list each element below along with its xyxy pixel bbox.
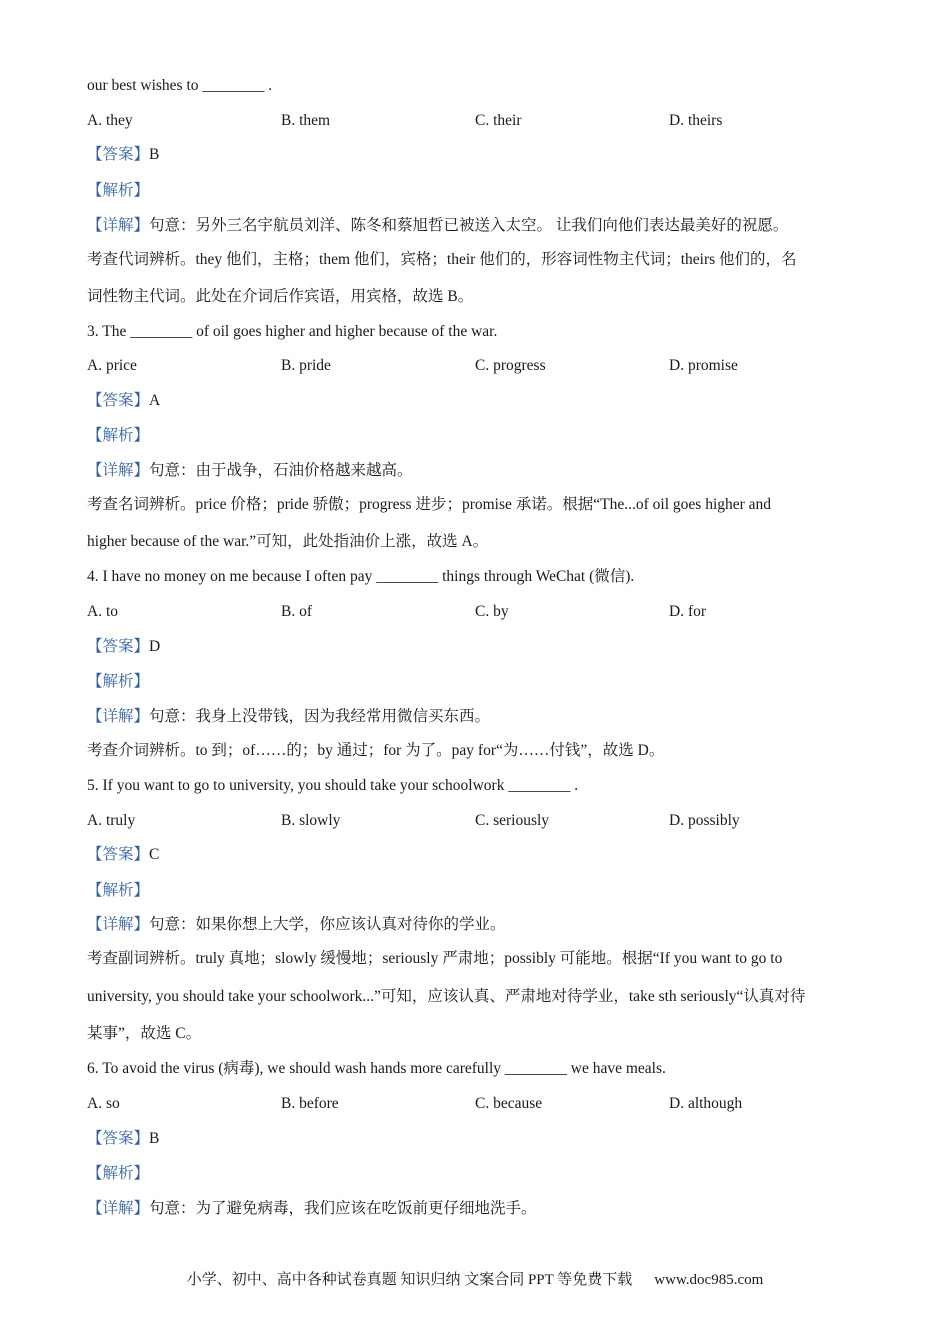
detail-tag: 【详解】 (87, 708, 150, 725)
q3-detail-line-1 (87, 461, 413, 481)
analysis-tag: 【解析】 (87, 427, 150, 444)
answer-tag: 【答案】 (87, 638, 150, 655)
q3-detail-line-3: higher because of the war.”可知，此处指油价上涨，故选 A。 (87, 533, 489, 550)
q4-detail-line-1 (87, 707, 490, 727)
q2-detail-text-1: 句意：另外三名宇航员刘洋、陈冬和蔡旭哲已被送入太空。 让我们向他们表达最美好的祝愿。 (149, 217, 789, 234)
q3-analysis-tag (87, 426, 149, 446)
q4-stem: 4. I have no money on me because I often pay ________ things through WeChat (微信). (87, 568, 635, 585)
q2-detail-line-3: 词性物主代词。此处在介词后作宾语，用宾格，故选 B。 (87, 288, 474, 305)
answer-tag: 【答案】 (87, 392, 150, 409)
q4-options (87, 602, 877, 622)
detail-tag: 【详解】 (87, 916, 150, 933)
q3-answer-value: A (149, 392, 161, 409)
q4-option-a: A. to (87, 603, 118, 620)
answer-tag: 【答案】 (87, 1130, 150, 1147)
q6-option-b: B. before (281, 1095, 339, 1112)
q4-answer (87, 637, 160, 657)
answer-tag: 【答案】 (87, 846, 150, 863)
q5-analysis-tag (87, 881, 149, 901)
q6-detail-text-1: 句意：为了避免病毒，我们应该在吃饭前更仔细地洗手。 (149, 1200, 537, 1217)
q4-answer-value: D (149, 638, 161, 655)
q4-option-c: C. by (475, 603, 509, 620)
q2-option-d: D. theirs (669, 112, 723, 129)
q5-detail-line-4: 某事”，故选 C。 (87, 1025, 202, 1042)
q5-detail-text-1: 句意：如果你想上大学，你应该认真对待你的学业。 (149, 916, 506, 933)
q3-option-d: D. promise (669, 357, 738, 374)
detail-tag: 【详解】 (87, 217, 150, 234)
q6-answer (87, 1129, 159, 1149)
q2-options (87, 111, 877, 131)
q3-option-c: C. progress (475, 357, 546, 374)
q5-answer-value: C (149, 846, 160, 863)
answer-tag: 【答案】 (87, 146, 150, 163)
page-footer (0, 1270, 950, 1290)
q3-detail-line-2: 考查名词辨析。price 价格；pride 骄傲；progress 进步；promise 承诺。根据“The...of oil goes higher and (87, 496, 772, 513)
q3-answer (87, 391, 160, 411)
q6-answer-value: B (149, 1130, 160, 1147)
q5-detail-line-2: 考查副词辨析。truly 真地；slowly 缓慢地；seriously 严肃地；possibly 可能地。根据“If you want to go to (87, 950, 783, 967)
q4-option-d: D. for (669, 603, 707, 620)
q5-detail-line-3: university, you should take your schoolwork...”可知，应该认真、严肃地对待学业，take sth seriously“认真对待 (87, 988, 806, 1005)
footer-url: www.doc985.com (654, 1272, 764, 1288)
q6-analysis-tag (87, 1164, 149, 1184)
detail-tag: 【详解】 (87, 462, 150, 479)
q4-analysis-tag (87, 672, 149, 692)
q3-stem: 3. The ________ of oil goes higher and higher because of the war. (87, 323, 498, 340)
q5-stem: 5. If you want to go to university, you should take your schoolwork ________ . (87, 777, 579, 794)
q3-detail-text-1: 句意：由于战争，石油价格越来越高。 (149, 462, 413, 479)
q3-option-b: B. pride (281, 357, 331, 374)
q5-option-c: C. seriously (475, 812, 550, 829)
q2-option-b: B. them (281, 112, 331, 129)
q6-option-d: D. although (669, 1095, 743, 1112)
q4-option-b: B. of (281, 603, 312, 620)
q5-detail-line-1 (87, 915, 506, 935)
q6-stem: 6. To avoid the virus (病毒), we should wash hands more carefully ________ we have meals. (87, 1060, 666, 1077)
detail-tag: 【详解】 (87, 1200, 150, 1217)
q6-options (87, 1094, 877, 1114)
q5-answer (87, 845, 159, 865)
analysis-tag: 【解析】 (87, 1165, 150, 1182)
q2-analysis-tag (87, 181, 149, 201)
q6-option-c: C. because (475, 1095, 543, 1112)
q5-option-d: D. possibly (669, 812, 740, 829)
q5-option-b: B. slowly (281, 812, 341, 829)
analysis-tag: 【解析】 (87, 882, 150, 899)
q2-detail-line-1 (87, 216, 788, 236)
analysis-tag: 【解析】 (87, 182, 150, 199)
q2-stem-tail: our best wishes to ________ . (87, 77, 273, 94)
footer-text: 小学、初中、高中各种试卷真题 知识归纳 文案合同 PPT 等免费下载 (186, 1272, 633, 1288)
q2-option-a: A. they (87, 112, 133, 129)
q5-option-a: A. truly (87, 812, 136, 829)
q2-answer-value: B (149, 146, 160, 163)
q2-answer (87, 145, 159, 165)
q6-option-a: A. so (87, 1095, 120, 1112)
q4-detail-line-2: 考查介词辨析。to 到；of……的；by 通过；for 为了。pay for“为……付钱”，故选 D。 (87, 742, 665, 759)
q6-detail-line-1 (87, 1199, 537, 1219)
q3-options (87, 356, 877, 376)
q2-option-c: C. their (475, 112, 522, 129)
q4-detail-text-1: 句意：我身上没带钱，因为我经常用微信买东西。 (149, 708, 491, 725)
analysis-tag: 【解析】 (87, 673, 150, 690)
q3-option-a: A. price (87, 357, 137, 374)
q2-detail-line-2: 考查代词辨析。they 他们，主格；them 他们，宾格；their 他们的，形容词性物主代词；theirs 他们的，名 (87, 251, 797, 268)
q5-options (87, 811, 877, 831)
